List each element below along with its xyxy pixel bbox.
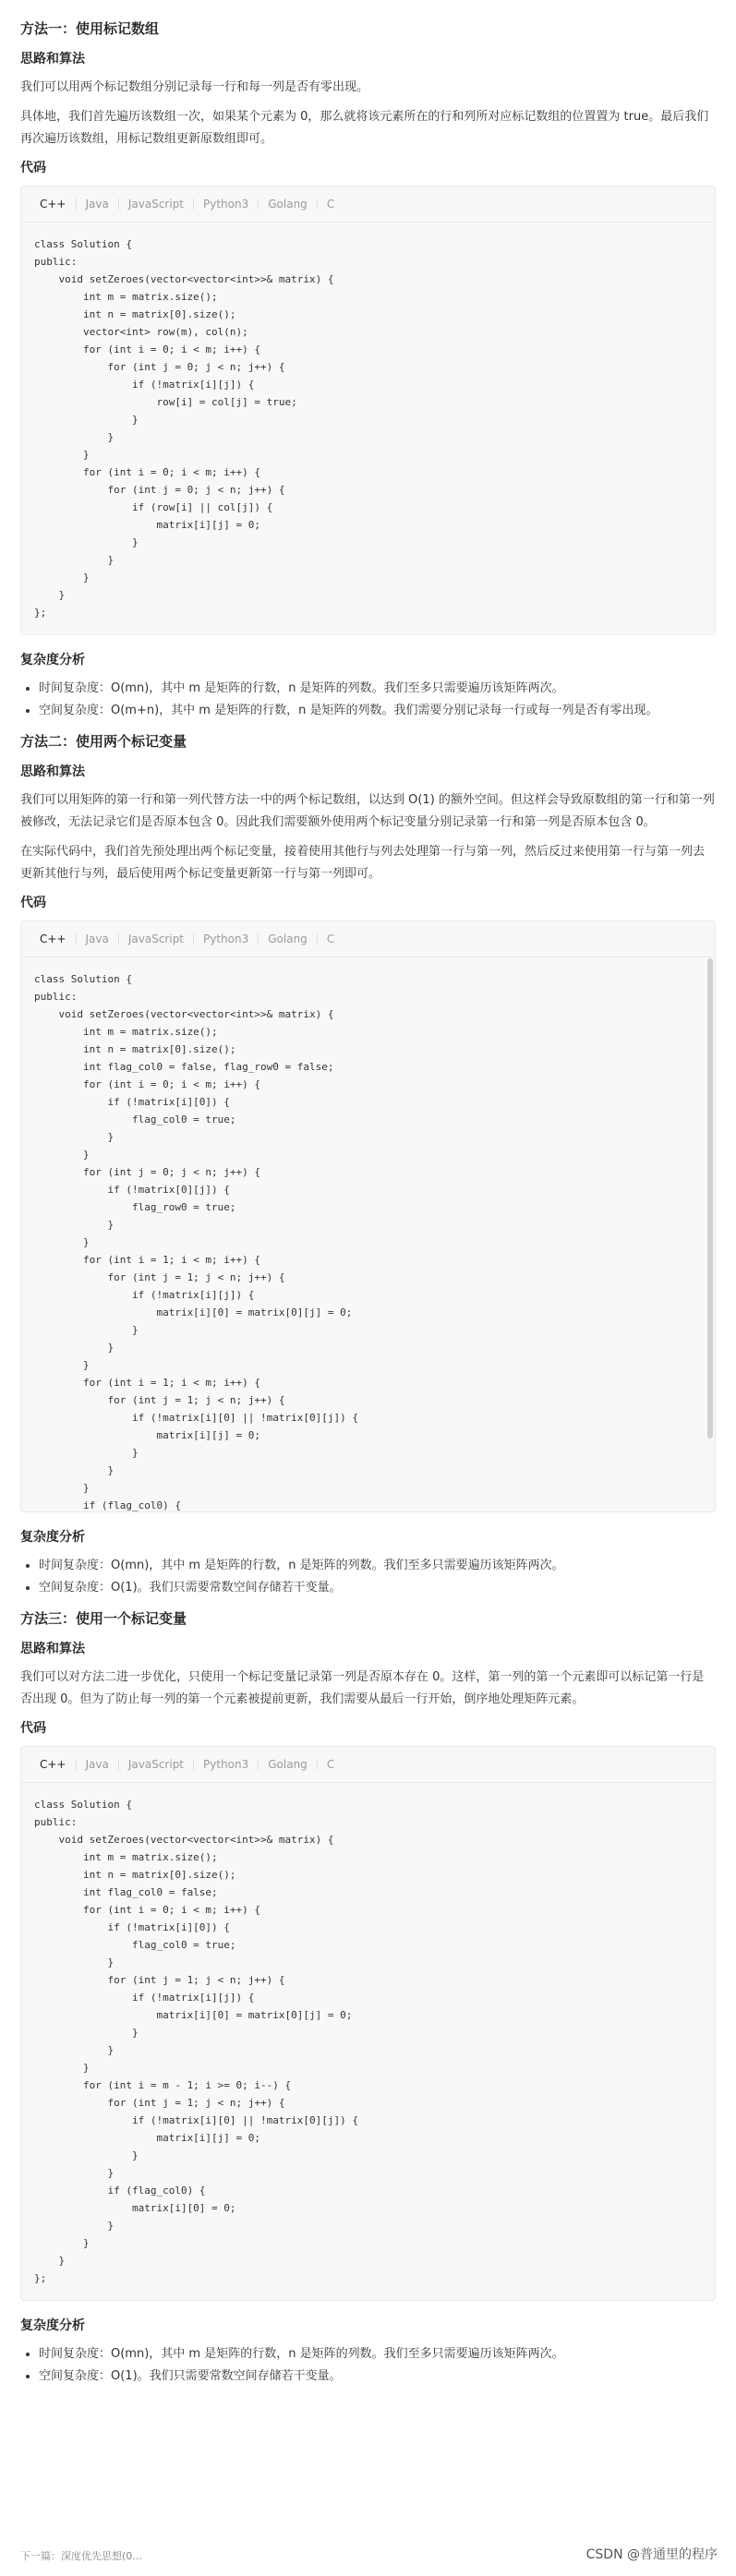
method1-space-complexity: • 空间复杂度：O(m+n)，其中 m 是矩阵的行数，n 是矩阵的列数。我们需要分别记录每一行或每一列是否有零出现。 — [39, 700, 716, 722]
method2-idea-heading: 思路和算法 — [20, 764, 85, 779]
method2-para2: 在实际代码中，我们首先预处理出两个标记变量，接着使用其他行与列去处理第一行与第一列，然后反过来使用第一行与第一列去更新其他行与列，最后使用两个标记变量更新第一行与第一列即可。 — [20, 845, 706, 881]
method3-time-complexity: • 时间复杂度：O(mn)，其中 m 是矩阵的行数，n 是矩阵的列数。我们至多只需要遍历该矩阵两次。 — [39, 2343, 716, 2365]
tab-cpp[interactable]: C++ — [30, 1759, 77, 1770]
method2-para1: 我们可以用矩阵的第一行和第一列代替方法一中的两个标记数组，以达到 O(1) 的额外空间。但这样会导致原数组的第一行和第一列被修改，无法记录它们是否原本包含 0。因此我们需要额外使用两个标记变量分别记录第一行和第一列是否原本包含 0。 — [20, 793, 715, 829]
method3-code: class Solution { public: void setZeroes(vector<vector<int>>& matrix) { int m = matrix.size(); int n = matrix[0].size(); int flag_col0 = false; for (int i = 0; i < m; i++) { if (!matrix[i][0]) { flag_col0 = true; } for (int j = 1; j < n; j++) { if (!matrix[i][j]) { matrix[i][0] = matrix[0][j] = 0; } } } for (int i = m - 1; i >= 0; i--) { for (int j = 1; j < n; j++) { if (!matrix[i][0] || !matrix[0][j]) { matrix[i][j] = 0; } } if (flag_col0) { matrix[i][0] = 0; } } } }; — [34, 1799, 358, 2284]
tab-python3[interactable]: Python3 — [194, 1759, 259, 1770]
method2-code-scroll[interactable] — [21, 957, 715, 1511]
tab-javascript[interactable]: JavaScript — [119, 1759, 194, 1770]
tab-golang[interactable]: Golang — [259, 1759, 318, 1770]
method3-code-block — [20, 1746, 716, 2301]
method1-complexity-list — [20, 678, 716, 722]
method1-idea-heading: 思路和算法 — [20, 52, 85, 66]
tab-golang[interactable]: Golang — [259, 933, 318, 945]
method2-code: class Solution { public: void setZeroes(vector<vector<int>>& matrix) { int m = matrix.size(); int n = matrix[0].size(); int flag_col0 = false, flag_row0 = false; for (int i = 0; i < m; i++) { if (!matrix[i][0]) { flag_col0 = true; } } for (int j = 0; j < n; j++) { if (!matrix[0][j]) { flag_row0 = true; } } for (int i = 1; i < m; i++) { for (int j = 1; j < n; j++) { if (!matrix[i][j]) { matrix[i][0] = matrix[0][j] = 0; } } } for (int i = 1; i < m; i++) { for (int j = 1; j < n; j++) { if (!matrix[i][0] || !matrix[0][j]) { matrix[i][j] = 0; } } } if (flag_col0) { — [34, 973, 358, 1511]
tab-python3[interactable]: Python3 — [194, 933, 259, 945]
method3-complexity-list — [20, 2343, 716, 2388]
method3-idea-heading: 思路和算法 — [20, 1642, 85, 1656]
tab-c[interactable]: C — [326, 198, 335, 211]
tab-cpp[interactable]: C++ — [30, 933, 77, 945]
method2-code-block — [20, 921, 716, 1512]
language-tabs — [21, 921, 715, 957]
tab-javascript[interactable]: JavaScript — [119, 933, 194, 945]
language-tabs — [21, 187, 715, 223]
method3-complexity-heading: 复杂度分析 — [20, 2318, 85, 2333]
method3-space-complexity: • 空间复杂度：O(1)。我们只需要常数空间存储若干变量。 — [39, 2365, 716, 2388]
method1-para2: 具体地，我们首先遍历该数组一次，如果某个元素为 0，那么就将该元素所在的行和列所对应标记数组的位置置为 true。最后我们再次遍历该数组，用标记数组更新原数组即可。 — [20, 110, 709, 146]
method2-time-complexity: • 时间复杂度：O(mn)，其中 m 是矩阵的行数，n 是矩阵的列数。我们至多只需要遍历该矩阵两次。 — [39, 1555, 716, 1577]
language-tabs — [21, 1747, 715, 1783]
method3-title: 方法三：使用一个标记变量 — [20, 1610, 187, 1627]
method1-time-complexity: • 时间复杂度：O(mn)，其中 m 是矩阵的行数，n 是矩阵的列数。我们至多只需要遍历该矩阵两次。 — [39, 678, 716, 700]
tab-c[interactable]: C — [326, 1758, 335, 1771]
method1-code-heading: 代码 — [20, 161, 46, 175]
method3-para1: 我们可以对方法二进一步优化，只使用一个标记变量记录第一列是否原本存在 0。这样，第一列的第一个元素即可以标记第一行是否出现 0。但为了防止每一列的第一个元素被提前更新，我们需要从最后一行开始，倒序地处理矩阵元素。 — [20, 1670, 705, 1706]
method1-para1: 我们可以用两个标记数组分别记录每一行和每一列是否有零出现。 — [20, 80, 369, 94]
method2-space-complexity: • 空间复杂度：O(1)。我们只需要常数空间存储若干变量。 — [39, 1577, 716, 1599]
method2-code-heading: 代码 — [20, 896, 46, 910]
csdn-credit: CSDN @普通里的程序 — [585, 2547, 718, 2562]
tab-c[interactable]: C — [326, 933, 335, 945]
tab-java[interactable]: Java — [77, 1759, 119, 1770]
tab-cpp[interactable]: C++ — [30, 199, 77, 210]
tab-python3[interactable]: Python3 — [194, 199, 259, 210]
tab-java[interactable]: Java — [77, 199, 119, 210]
tab-java[interactable]: Java — [77, 933, 119, 945]
method2-title: 方法二：使用两个标记变量 — [20, 733, 187, 750]
method1-complexity-heading: 复杂度分析 — [20, 653, 85, 668]
method2-complexity-heading: 复杂度分析 — [20, 1530, 85, 1545]
tab-golang[interactable]: Golang — [259, 199, 318, 210]
method1-code: class Solution { public: void setZeroes(vector<vector<int>>& matrix) { int m = matrix.size(); int n = matrix[0].size(); vector<int> row(m), col(n); for (int i = 0; i < m; i++) { for (int j = 0; j < n; j++) { if (!matrix[i][j]) { row[i] = col[j] = true; } } } for (int i = 0; i < m; i++) { for (int j = 0; j < n; j++) { if (row[i] || col[j]) { matrix[i][j] = 0; } } } } }; — [34, 238, 334, 619]
next-article-link[interactable]: 下一篇：深度优先思想(0... — [20, 2550, 142, 2562]
method3-code-heading: 代码 — [20, 1721, 46, 1736]
method2-complexity-list — [20, 1555, 716, 1599]
tab-javascript[interactable]: JavaScript — [119, 199, 194, 210]
method1-code-block — [20, 186, 716, 635]
method2-scrollbar[interactable] — [707, 958, 713, 1438]
method1-title: 方法一：使用标记数组 — [20, 20, 160, 37]
